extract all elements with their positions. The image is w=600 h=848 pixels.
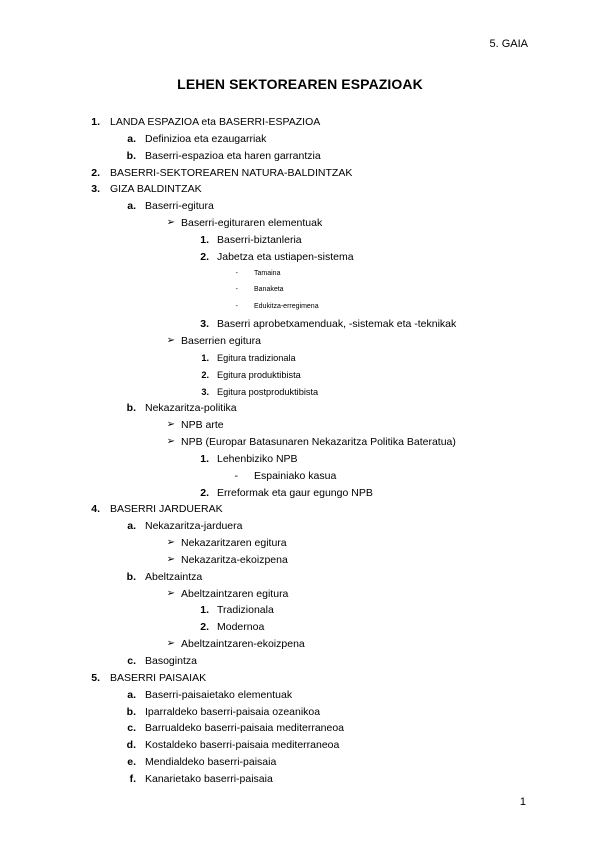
outline-item	[0, 653, 600, 670]
outline-item-text: Kanarietako baserri-paisaia	[145, 772, 273, 785]
outline-marker: 1.	[201, 352, 209, 363]
outline-item	[0, 350, 600, 367]
outline-marker: f.	[129, 772, 136, 785]
outline-item	[0, 754, 600, 771]
outline-marker: b.	[126, 149, 136, 162]
outline-item-text: Banaketa	[254, 286, 284, 294]
outline-item-text: Baserri aprobetxamenduak, -sistemak eta -teknikak	[217, 318, 457, 331]
outline-item	[0, 316, 600, 333]
outline-item-text: Tradizionala	[217, 604, 274, 617]
outline-item-text: LANDA ESPAZIOA eta BASERRI-ESPAZIOA	[110, 116, 321, 128]
outline-marker: a.	[127, 200, 136, 213]
outline-item	[0, 181, 600, 198]
outline-item-text: Edukitza-erregimena	[254, 303, 319, 311]
outline-marker: a.	[127, 132, 136, 145]
outline-item	[0, 282, 600, 299]
outline-item-text: Egitura postproduktibista	[217, 386, 319, 397]
outline-item	[0, 535, 600, 552]
outline-item	[0, 552, 600, 569]
outline-item	[0, 636, 600, 653]
outline-item	[0, 417, 600, 434]
outline-item-text: Jabetza eta ustiapen-sistema	[217, 250, 354, 263]
outline-item	[0, 687, 600, 704]
outline-item-text: BASERRI-SEKTOREAREN NATURA-BALDINTZAK	[110, 166, 353, 179]
outline-marker: 4.	[91, 503, 100, 516]
outline-marker: 5.	[91, 671, 100, 684]
outline-item	[0, 586, 600, 603]
outline-item	[0, 485, 600, 502]
outline-marker: -	[235, 303, 238, 311]
outline-item-text: Abeltzaintzaren-ekoizpena	[181, 638, 305, 651]
outline-item	[0, 400, 600, 417]
outline-item-text: Abeltzaintzaren egitura	[181, 587, 289, 600]
outline-item-text: Egitura produktibista	[217, 369, 301, 380]
outline-item	[0, 619, 600, 636]
arrow-bullet-icon: ➢	[166, 553, 175, 565]
outline-item	[0, 198, 600, 215]
outline-marker: -	[235, 269, 238, 277]
outline-item	[0, 434, 600, 451]
page-title: LEHEN SEKTOREAREN ESPAZIOAK	[177, 76, 423, 92]
arrow-bullet-icon: ➢	[166, 334, 175, 346]
outline-item-text: NPB arte	[181, 419, 224, 432]
outline-item-text: Nekazaritza-jarduera	[145, 520, 243, 533]
arrow-bullet-icon: ➢	[166, 638, 175, 650]
outline-marker: d.	[126, 739, 136, 752]
outline-item-text: Espainiako kasua	[254, 469, 337, 482]
outline-item-text: Baserri-egituraren elementuak	[181, 217, 323, 230]
outline-marker: 2.	[200, 486, 209, 499]
outline-item-text: Mendialdeko baserri-paisaia	[145, 756, 277, 769]
outline-marker: 2.	[200, 250, 209, 263]
outline-item-text: Abeltzaintza	[145, 570, 203, 583]
outline-item	[0, 518, 600, 535]
arrow-bullet-icon: ➢	[166, 587, 175, 599]
outline-item-text: Definizioa eta ezaugarriak	[145, 132, 267, 145]
outline-marker: c.	[127, 655, 136, 667]
outline-item-text: Lehenbiziko NPB	[217, 452, 298, 465]
arrow-bullet-icon: ➢	[166, 217, 175, 229]
outline-item-text: Baserri-espazioa eta haren garrantzia	[145, 149, 321, 162]
outline-item	[0, 367, 600, 384]
outline-item-text: Baserri-paisaietako elementuak	[145, 688, 293, 701]
outline-item	[0, 232, 600, 249]
outline-item-text: Barrualdeko baserri-paisaia mediterraneoa	[145, 722, 345, 735]
outline-item	[0, 670, 600, 687]
page-header: 5. GAIA	[489, 38, 528, 50]
outline-marker: 1.	[200, 604, 209, 617]
outline-item	[0, 114, 600, 131]
outline-item-text: Iparraldeko baserri-paisaia ozeanikoa	[145, 705, 321, 718]
outline-item	[0, 720, 600, 737]
outline-item-text: Baserrien egitura	[181, 334, 261, 347]
outline-marker: b.	[126, 705, 136, 718]
outline-item-text: NPB (Europar Batasunaren Nekazaritza Politika Bateratua)	[181, 436, 456, 449]
outline-item-text: Nekazaritzaren egitura	[181, 537, 287, 550]
outline-item-text: Nekazaritza-ekoizpena	[181, 553, 288, 566]
outline-item	[0, 501, 600, 518]
outline-item	[0, 266, 600, 283]
outline-item	[0, 468, 600, 485]
outline-item-text: Kostaldeko baserri-paisaia mediterraneoa	[145, 739, 340, 752]
outline-item	[0, 215, 600, 232]
outline-item-text: Nekazaritza-politika	[145, 402, 237, 415]
outline-marker: e.	[127, 756, 136, 769]
arrow-bullet-icon: ➢	[166, 436, 175, 448]
outline-item-text: Baserri-biztanleria	[217, 233, 302, 246]
outline-marker: b.	[126, 402, 136, 415]
outline-item	[0, 165, 600, 182]
outline-item-text: Basogintza	[145, 655, 197, 667]
outline-marker: 3.	[91, 183, 100, 196]
outline-item	[0, 131, 600, 148]
arrow-bullet-icon: ➢	[166, 419, 175, 431]
outline-item	[0, 148, 600, 165]
outline-item	[0, 602, 600, 619]
outline-item-text: Egitura tradizionala	[217, 352, 296, 363]
outline-item-text: BASERRI JARDUERAK	[110, 503, 223, 516]
outline-marker: a.	[127, 688, 136, 701]
outline-marker: 3.	[201, 386, 209, 397]
outline-item	[0, 569, 600, 586]
outline-item-text: GIZA BALDINTZAK	[110, 183, 202, 196]
outline-item	[0, 299, 600, 316]
outline-marker: b.	[126, 570, 136, 583]
outline-item	[0, 333, 600, 350]
outline-marker: -	[235, 286, 238, 294]
outline-item-text: Baserri-egitura	[145, 200, 214, 213]
arrow-bullet-icon: ➢	[166, 537, 175, 549]
outline-marker: 2.	[200, 621, 209, 634]
outline-marker: -	[234, 469, 238, 482]
outline-marker: 2.	[201, 369, 209, 380]
page-number: 1	[519, 796, 526, 808]
outline-item	[0, 704, 600, 721]
outline-item	[0, 384, 600, 401]
outline-marker: 1.	[91, 116, 100, 128]
outline-marker: c.	[127, 722, 136, 735]
outline-item	[0, 451, 600, 468]
table-of-contents	[0, 114, 600, 788]
outline-item-text: Erreformak eta gaur egungo NPB	[217, 486, 373, 499]
outline-marker: a.	[127, 520, 136, 533]
outline-item	[0, 249, 600, 266]
outline-item	[0, 771, 600, 788]
outline-item-text: Modernoa	[217, 621, 265, 634]
outline-item-text: Tamaina	[254, 269, 281, 277]
outline-marker: 1.	[200, 452, 209, 465]
outline-marker: 1.	[200, 233, 209, 246]
outline-item	[0, 737, 600, 754]
outline-marker: 2.	[91, 166, 100, 179]
outline-item-text: BASERRI PAISAIAK	[110, 671, 207, 684]
outline-marker: 3.	[200, 318, 209, 331]
